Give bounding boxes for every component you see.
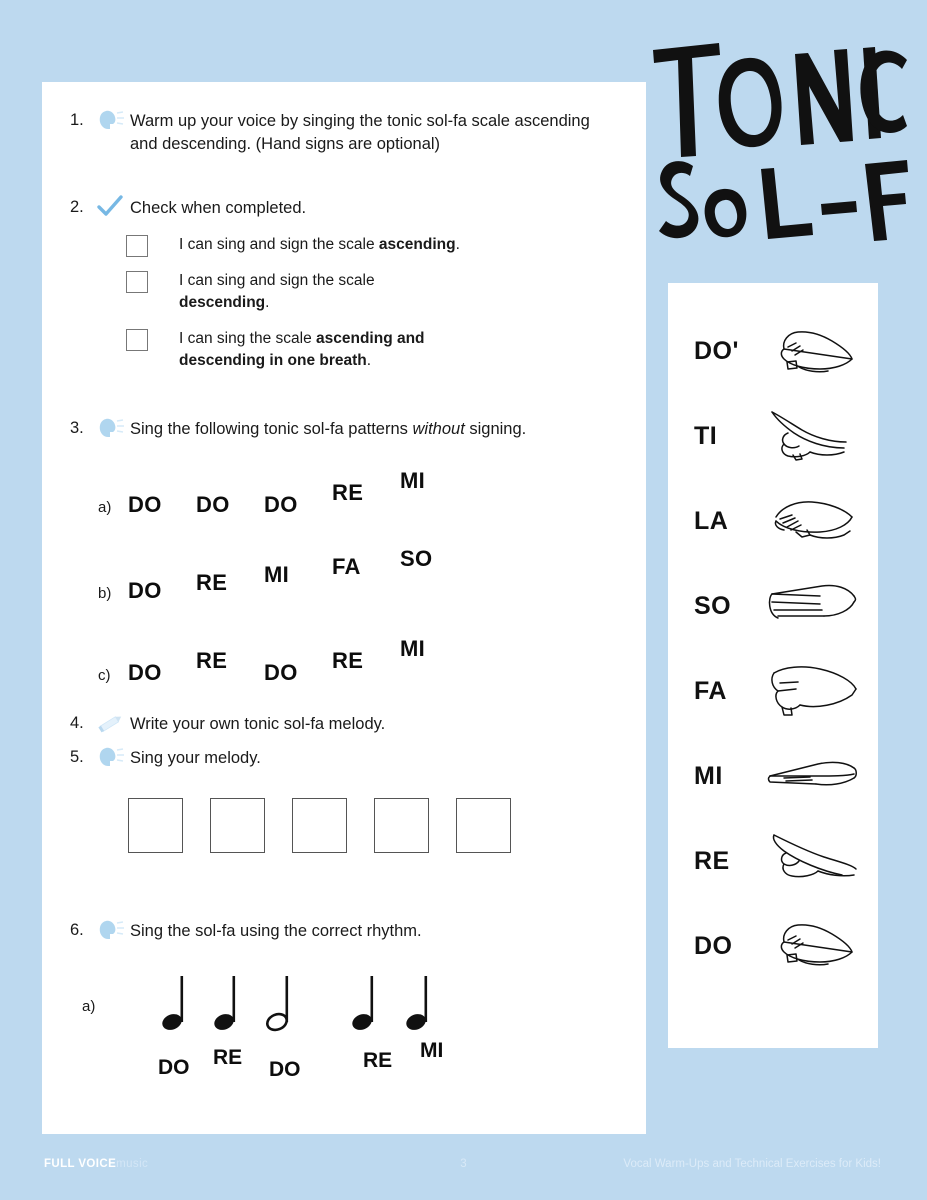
- hand-sign-row-la: [668, 479, 878, 564]
- hand-sign-row-re: [668, 819, 878, 904]
- pattern-c-letter: c): [98, 667, 111, 684]
- syllable: DO: [128, 492, 162, 517]
- hand-sign-ti-icon: [766, 406, 858, 468]
- note-quarter: [350, 976, 374, 1033]
- rhythm-letter: a): [82, 998, 96, 1015]
- item-4-text: Write your own tonic sol-fa melody.: [130, 715, 386, 733]
- syllable: RE: [332, 480, 364, 505]
- syllable: DO: [264, 492, 298, 517]
- item-4-number: 4.: [70, 714, 84, 732]
- pattern-row-c: [98, 628, 468, 686]
- melody-box[interactable]: [456, 798, 511, 853]
- checkbox-ascending[interactable]: [126, 235, 148, 257]
- singing-head-icon: [96, 920, 130, 944]
- hand-sign-do-icon: [766, 916, 858, 978]
- footer-tagline: Vocal Warm-Ups and Technical Exercises for Kids!: [623, 1158, 881, 1170]
- checklist-row[interactable]: [126, 270, 469, 315]
- syllable: FA: [332, 554, 361, 579]
- syllable: SO: [400, 546, 433, 571]
- hand-sign-label: MI: [694, 762, 723, 790]
- hand-sign-label: TI: [694, 422, 718, 450]
- hand-sign-row-do-high: [668, 309, 878, 394]
- hand-sign-la-icon: [766, 491, 858, 553]
- syllable: MI: [400, 636, 426, 661]
- rhythm-syllable: MI: [420, 1039, 444, 1062]
- singing-head-icon: [96, 747, 130, 771]
- melody-box[interactable]: [210, 798, 265, 853]
- item-3-number: 3.: [70, 419, 84, 437]
- hand-sign-so-icon: [766, 576, 858, 638]
- checklist-label-ascending: I can sing and sign the scale ascending.: [179, 236, 460, 253]
- item-2-text: Check when completed.: [130, 199, 307, 217]
- checklist-label-descending: I can sing and sign the scale descending.: [179, 272, 375, 312]
- singing-head-icon: [96, 110, 130, 134]
- completion-checklist: [126, 234, 469, 386]
- hand-sign-mi-icon: [766, 746, 858, 808]
- footer-brand-suffix: music: [116, 1158, 149, 1170]
- checklist-row[interactable]: [126, 328, 469, 373]
- rhythm-syllable: DO: [158, 1056, 190, 1079]
- rhythm-notes: [114, 972, 454, 1032]
- item-1-number: 1.: [70, 111, 84, 129]
- syllable: RE: [196, 570, 228, 595]
- pattern-b-letter: b): [98, 585, 112, 602]
- melody-box[interactable]: [292, 798, 347, 853]
- syllable: DO: [264, 660, 298, 685]
- syllable: MI: [400, 468, 426, 493]
- syllable: DO: [128, 578, 162, 603]
- melody-answer-boxes: [128, 798, 511, 853]
- singing-head-icon: [96, 418, 130, 442]
- hand-sign-label: SO: [694, 592, 732, 620]
- page-footer: [0, 1158, 927, 1178]
- checkmark-icon: [96, 197, 130, 221]
- rhythm-syllable: RE: [363, 1049, 393, 1072]
- worksheet-item-4: [70, 713, 385, 737]
- note-half: [265, 976, 289, 1033]
- syllable: DO: [196, 492, 230, 517]
- pattern-c-syllables: [128, 628, 468, 686]
- syllable: RE: [196, 648, 228, 673]
- syllable: MI: [264, 562, 290, 587]
- worksheet-item-6: [70, 920, 422, 944]
- pattern-a-letter: a): [98, 499, 112, 516]
- rhythm-syllable: RE: [213, 1046, 243, 1069]
- item-5-number: 5.: [70, 748, 84, 766]
- hand-sign-label: RE: [694, 847, 730, 875]
- hand-sign-chart: [668, 283, 878, 1048]
- hand-sign-label: DO': [694, 337, 739, 365]
- syllable: RE: [332, 648, 364, 673]
- hand-sign-row-mi: [668, 734, 878, 819]
- worksheet-item-2: [70, 197, 306, 221]
- page-title: [645, 38, 910, 258]
- note-quarter: [212, 976, 236, 1033]
- melody-box[interactable]: [374, 798, 429, 853]
- worksheet-item-1: [70, 110, 610, 157]
- pencil-icon: [96, 713, 130, 737]
- footer-page-number: 3: [460, 1158, 467, 1170]
- syllable: DO: [128, 660, 162, 685]
- hand-sign-label: LA: [694, 507, 729, 535]
- footer-brand-name: FULL VOICE: [44, 1158, 117, 1170]
- rhythm-syllable: DO: [269, 1058, 301, 1081]
- pattern-b-syllables: [128, 546, 468, 604]
- hand-sign-row-do: [668, 904, 878, 989]
- hand-sign-label: FA: [694, 677, 727, 705]
- pattern-row-b: [98, 546, 468, 604]
- note-quarter: [160, 976, 184, 1033]
- checklist-label-one-breath: I can sing the scale ascending and descending in one breath.: [179, 329, 425, 370]
- worksheet-item-5: [70, 747, 261, 771]
- title-artwork: [645, 38, 910, 258]
- pattern-row-a: [98, 460, 468, 518]
- item-2-number: 2.: [70, 198, 84, 216]
- worksheet-item-3: [70, 418, 526, 442]
- pattern-a-syllables: [128, 460, 468, 518]
- checkbox-descending[interactable]: [126, 271, 148, 293]
- hand-sign-do-high-icon: [766, 321, 858, 383]
- hand-sign-row-fa: [668, 649, 878, 734]
- item-6-text: Sing the sol-fa using the correct rhythm.: [130, 922, 422, 940]
- melody-box[interactable]: [128, 798, 183, 853]
- note-quarter: [404, 976, 428, 1033]
- checklist-row[interactable]: [126, 234, 469, 257]
- hand-sign-row-ti: [668, 394, 878, 479]
- hand-sign-fa-icon: [766, 661, 858, 723]
- checkbox-one-breath[interactable]: [126, 329, 148, 351]
- item-3-text: Sing the following tonic sol-fa patterns without signing.: [130, 420, 527, 438]
- hand-sign-label: DO: [694, 932, 733, 960]
- item-1-text: Warm up your voice by singing the tonic sol-fa scale ascending and descending. (Hand signs are optional): [130, 112, 590, 154]
- item-6-number: 6.: [70, 921, 84, 939]
- item-5-text: Sing your melody.: [130, 749, 261, 767]
- hand-sign-re-icon: [766, 831, 858, 893]
- hand-sign-row-so: [668, 564, 878, 649]
- rhythm-syllables: [108, 1039, 448, 1082]
- worksheet-card: [42, 82, 646, 1134]
